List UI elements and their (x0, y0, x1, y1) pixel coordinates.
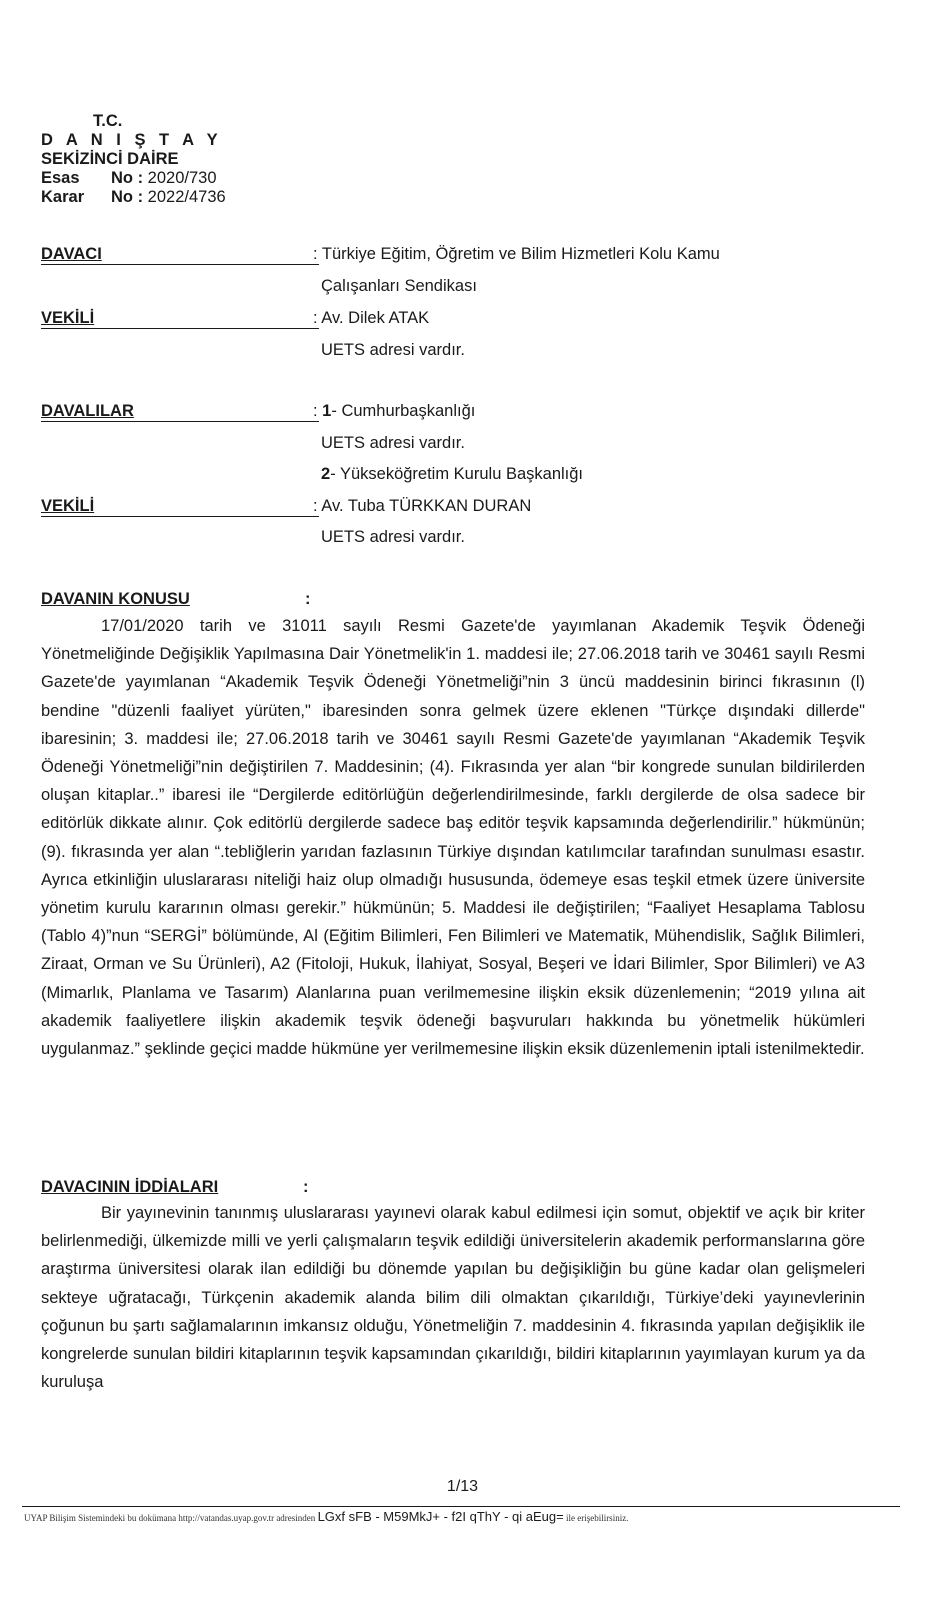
no-label: No : (111, 169, 144, 187)
iddialar-paragraph (41, 1199, 865, 1396)
davali-1-name: - Cumhurbaşkanlığı (331, 402, 476, 420)
document-header (41, 112, 226, 207)
iddialar-heading (41, 1178, 284, 1197)
konu-title: DAVANIN KONUSU (41, 590, 190, 608)
uets-note: UETS adresi vardır. (321, 341, 465, 359)
footer-code: LGxf sFB - M59MkJ+ - f2I qThY - qi aEug= (317, 1509, 564, 1524)
footer-divider (22, 1506, 900, 1507)
vekili-name: : Av. Dilek ATAK (313, 309, 430, 327)
konu-colon: : (305, 590, 311, 608)
davali-1: : 1- Cumhurbaşkanlığı (313, 402, 476, 420)
karar-row (41, 188, 226, 207)
vekili-underline (41, 328, 319, 329)
davalilar-label: DAVALILAR (41, 402, 134, 420)
konu-heading (41, 590, 290, 609)
davali-2-name: - Yükseköğretim Kurulu Başkanlığı (330, 465, 584, 483)
davali-2 (321, 465, 583, 484)
footer-suffix: ile erişebilirsiniz. (565, 1513, 629, 1523)
vekili-underline (41, 516, 319, 517)
chamber-name: SEKİZİNCİ DAİRE (41, 150, 179, 168)
davaci-name-line1: : Türkiye Eğitim, Öğretim ve Bilim Hizmetleri Kolu Kamu (313, 245, 720, 263)
davaci-label: DAVACI (41, 245, 102, 263)
tc-label: T.C. (93, 112, 123, 130)
court-name: D A N I Ş T A Y (41, 131, 223, 149)
konu-text: 17/01/2020 tarih ve 31011 sayılı Resmi Gazete'de yayımlanan Akademik Teşvik Ödeneği Yönetmeliğinde Değişiklik Yapılmasına Dair Yönetmelik'in 1. maddesi ile; 27.06.2018 tarih ve 30461 sayılı Resmi Gazete'de yayımlanan “Akademik Teşvik Ödeneği Yönetmeliği”nin 3 üncü maddesinin birinci fıkrasının (l) bendine "düzenli faaliyet yürüten," ibaresinden sonra gelmek üzere eklenen "Türkçe dışındaki dillerde" ibaresinin; 3. maddesi ile; 27.06.2018 tarih ve 30461 sayılı Resmi Gazete'de yayımlanan “Akademik Teşvik Ödeneği Yönetmeliği”nin değiştirilen 7. Maddesinin; (4). Fıkrasında yer alan “bir kongrede sunulan bildirilerden oluşan kitaplar..” ibaresi ile “Dergilerde editörlüğün değerlendirilmesinde, farklı dergilerde de olsa sadece bir editörlük dikkate alınır. Çok editörlü dergilerde sadece baş editör teşvik kapsamında değerlendirilir.” hükmünün; (9). fıkrasında yer alan “.tebliğlerin yarıdan fazlasının Türkiye dışından katılımcılar tarafından sunulması esastır. Ayrıca etkinliğin uluslararası niteliği haiz olup olmadığı hususunda, ödemeye esas teşkil etmek üzere üniversite yönetim kurulu kararının olması gerekir.” hükmünün; 5. Maddesi ile değiştirilen; “Faaliyet Hesaplama Tablosu (Tablo 4)”nun “SERGİ” bölümünde, Al (Eğitim Bilimleri, Fen Bilimleri ve Matematik, Mühendislik, Sağlık Bilimleri, Ziraat, Orman ve Su Ürünleri), A2 (Fitoloji, Hukuk, İlahiyat, Sosyal, Beşeri ve İdari Bilimler, Spor Bilimleri) ve A3 (Mimarlık, Planlama ve Tasarım) Alanlarına puan verilmemesine ilişkin eksik düzenlemenin; “2019 yılına ait akademik faaliyetlere ilişkin akademik teşvik ödeneği başvuruları hakkında bu yönetmelik hükümleri uygulanmaz.” şeklinde geçici madde hükmüne yer verilmemesine ilişkin eksik düzenlemenin iptali istenilmektedir. (41, 617, 865, 1059)
iddialar-title: DAVACININ İDDİALARI (41, 1178, 219, 1196)
no-label: No : (111, 188, 144, 206)
konu-paragraph (41, 612, 865, 1063)
davalilar-underline (41, 421, 319, 422)
vekili-name: : Av. Tuba TÜRKKAN DURAN (313, 497, 532, 515)
iddialar-colon: : (303, 1178, 309, 1196)
esas-value: 2020/730 (147, 169, 217, 187)
footer (24, 1509, 628, 1524)
uets-note: UETS adresi vardır. (321, 528, 465, 546)
esas-row (41, 169, 226, 188)
vekili-label: VEKİLİ (41, 497, 95, 515)
iddialar-text: Bir yayınevinin tanınmış uluslararası yayınevi olarak kabul edilmesi için somut, objektif ve açık bir kriter belirlenmediği, ülkemizde milli ve yerli çalışmaların teşvik edildiği üniversitelerin akademik performanslarına göre araştırma üniversitesi olarak ilan edildiği bu dönemde yapılan bu değişikliğin bu güne kadar olan gelişmeleri sekteye uğratacağı, Türkçenin akademik alanda bilim dili olmaktan çıkarıldığı, Türkiye’deki yayınevlerinin çoğunun bu şartı sağlamalarının imkansız olduğu, Yönetmeliğin 7. maddesinin 4. fıkrasında yapılan değişiklik ile kongrelerde sunulan bildiri kitaplarının teşvik kapsamından çıkarıldığı, bildiri kitaplarının yayımlayan kurum ya da kuruluşa (41, 1204, 865, 1392)
karar-label: Karar (41, 188, 85, 206)
karar-value: 2022/4736 (147, 188, 226, 206)
footer-prefix: UYAP Bilişim Sistemindeki bu dokümana http://vatandas.uyap.gov.tr adresinden (24, 1513, 316, 1523)
davali-1-number: 1 (322, 402, 332, 420)
davali-2-number: 2 (321, 465, 331, 483)
davaci-underline (41, 264, 319, 265)
esas-label: Esas (41, 169, 80, 187)
davaci-name-line2: Çalışanları Sendikası (321, 277, 477, 295)
uets-note: UETS adresi vardır. (321, 434, 465, 452)
page-number: 1/13 (446, 1478, 479, 1495)
vekili-label: VEKİLİ (41, 309, 95, 327)
